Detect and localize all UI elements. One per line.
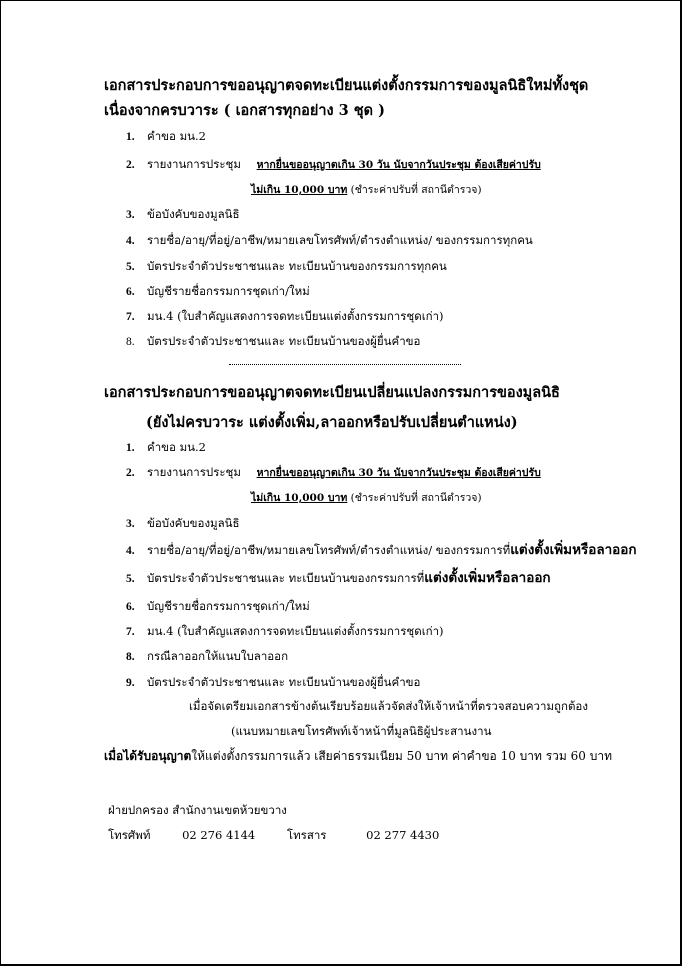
fine-payment-place: (ชำระค่าปรับที่ สถานีตำรวจ) — [347, 184, 482, 196]
section1-item-7 — [126, 308, 444, 325]
item-number: 5. — [126, 261, 135, 273]
fine-limit: ไม่เกิน 10,000 บาท — [251, 492, 348, 504]
section1-item-2 — [126, 156, 541, 173]
item-text: รายงานการประชุม — [147, 465, 241, 479]
item-text: รายงานการประชุม — [147, 157, 241, 171]
section2-item-2 — [126, 464, 541, 481]
item-text: บัตรประจำตัวประชาชนและ ทะเบียนบ้านของกรรมการที่ — [147, 571, 425, 585]
item-number: 2. — [126, 159, 135, 171]
section2-item-8 — [126, 648, 288, 665]
fine-note: หากยื่นขออนุญาตเกิน 30 วัน นับจากวันประชุม ต้องเสียค่าปรับ — [256, 159, 541, 171]
fine-payment-place: (ชำระค่าปรับที่ สถานีตำรวจ) — [347, 492, 482, 504]
fee-statement — [104, 747, 612, 766]
section1-title-line1: เอกสารประกอบการขออนุญาตจดทะเบียนแต่งตั้งกรรมการของมูลนิธิใหม่ทั้งชุด — [104, 77, 589, 94]
fine-note: หากยื่นขออนุญาตเกิน 30 วัน นับจากวันประชุม ต้องเสียค่าปรับ — [256, 467, 541, 479]
item-number: 5. — [126, 573, 135, 585]
item-number: 6. — [126, 286, 135, 298]
section1-item-8 — [126, 333, 420, 350]
item-number: 4. — [126, 545, 135, 557]
item-number: 8. — [126, 336, 135, 348]
fine-limit: ไม่เกิน 10,000 บาท — [251, 184, 348, 196]
item-number: 3. — [126, 209, 135, 221]
section2-title-line1: เอกสารประกอบการขออนุญาตจดทะเบียนเปลี่ยนแปลงกรรมการของมูลนิธิ — [104, 384, 560, 401]
item-number: 7. — [126, 311, 135, 323]
item-number: 1. — [126, 442, 135, 454]
item-text: บัตรประจำตัวประชาชนและ ทะเบียนบ้านของผู้ยื่นคำขอ — [147, 334, 421, 348]
item-text: กรณีลาออกให้แนบใบลาออก — [147, 649, 289, 663]
item-text: คำขอ มน.2 — [147, 129, 206, 143]
item-number: 4. — [126, 235, 135, 247]
emphasis-text: แต่งตั้งเพิ่มหรือลาออก — [424, 570, 551, 586]
item-text: บัญชีรายชื่อกรรมการชุดเก่า/ใหม่ — [147, 599, 310, 613]
section2-item-9 — [126, 674, 420, 691]
item-text: มน.4 (ใบสำคัญแสดงการจดทะเบียนแต่งตั้งกรรมการชุดเก่า) — [147, 309, 444, 323]
contact-office: ฝ่ายปกครอง สำนักงานเขตห้วยขวาง — [108, 803, 287, 817]
section2-title-line2: (ยังไม่ครบวาระ แต่งตั้งเพิ่ม,ลาออกหรือปรับเปลี่ยนตำแหน่ง) — [146, 414, 518, 431]
section2-item-4 — [126, 542, 637, 559]
item-text: รายชื่อ/อายุ/ที่อยู่/อาชีพ/หมายเลขโทรศัพท์/ตำรงตำแหน่ง/ ของกรรมการที่ — [147, 543, 511, 557]
emphasis-text: แต่งตั้งเพิ่มหรือลาออก — [510, 542, 637, 558]
section2-item-3 — [126, 515, 240, 532]
section2-item-7 — [126, 623, 444, 640]
instruction-line1: เมื่อจัดเตรียมเอกสารข้างต้นเรียบร้อยแล้วจัดส่งให้เจ้าหน้าที่ตรวจสอบความถูกต้อง — [189, 699, 588, 713]
section1-item-5 — [126, 258, 447, 275]
item-number: 1. — [126, 131, 135, 143]
item-number: 6. — [126, 601, 135, 613]
fax-label: โทรสาร — [286, 828, 327, 842]
section2-item-5 — [126, 570, 551, 587]
item-text: บัตรประจำตัวประชาชนและ ทะเบียนบ้านของผู้ยื่นคำขอ — [147, 675, 421, 689]
item-number: 2. — [126, 467, 135, 479]
section1-item-3 — [126, 206, 240, 223]
item-text: คำขอ มน.2 — [147, 440, 206, 454]
item-number: 3. — [126, 518, 135, 530]
section1-title-line2: เนื่องจากครบวาระ ( เอกสารทุกอย่าง 3 ชุด ) — [104, 102, 385, 119]
item-number: 8. — [126, 651, 135, 663]
item-text: ข้อบังคับของมูลนิธิ — [147, 516, 240, 530]
item-text: มน.4 (ใบสำคัญแสดงการจดทะเบียนแต่งตั้งกรรมการชุดเก่า) — [147, 624, 444, 638]
item-text: บัตรประจำตัวประชาชนและ ทะเบียนบ้านของกรรมการทุกคน — [147, 259, 447, 273]
contact-phones — [108, 827, 439, 845]
section1-item-6 — [126, 283, 310, 300]
phone-label: โทรศัพท์ — [108, 828, 151, 842]
fax-number: 02 277 4430 — [366, 828, 440, 842]
item-number: 9. — [126, 677, 135, 689]
item-text: บัญชีรายชื่อกรรมการชุดเก่า/ใหม่ — [147, 284, 310, 298]
section2-item-2-continuation — [251, 489, 482, 506]
dotted-divider — [229, 364, 461, 365]
fee-bold-part: เมื่อได้รับอนุญาต — [104, 749, 192, 763]
phone-number: 02 276 4144 — [182, 828, 256, 842]
section2-item-6 — [126, 598, 310, 615]
item-number: 7. — [126, 626, 135, 638]
item-text: ข้อบังคับของมูลนิธิ — [147, 207, 240, 221]
fee-detail: ให้แต่งตั้งกรรมการแล้ว เสียค่าธรรมเนียม 50 บาท ค่าคำขอ 10 บาท รวม 60 บาท — [191, 749, 612, 763]
item-text: รายชื่อ/อายุ/ที่อยู่/อาชีพ/หมายเลขโทรศัพท์/ตำรงตำแหน่ง/ ของกรรมการทุกคน — [147, 233, 533, 247]
section1-item-1 — [126, 128, 206, 145]
section2-item-1 — [126, 439, 206, 456]
section1-item-4 — [126, 232, 533, 249]
instruction-line2: (แนบหมายเลขโทรศัพท์เจ้าหน้าที่มูลนิธิผู้ประสานงาน — [231, 724, 492, 738]
section1-item-2-continuation — [251, 181, 482, 198]
